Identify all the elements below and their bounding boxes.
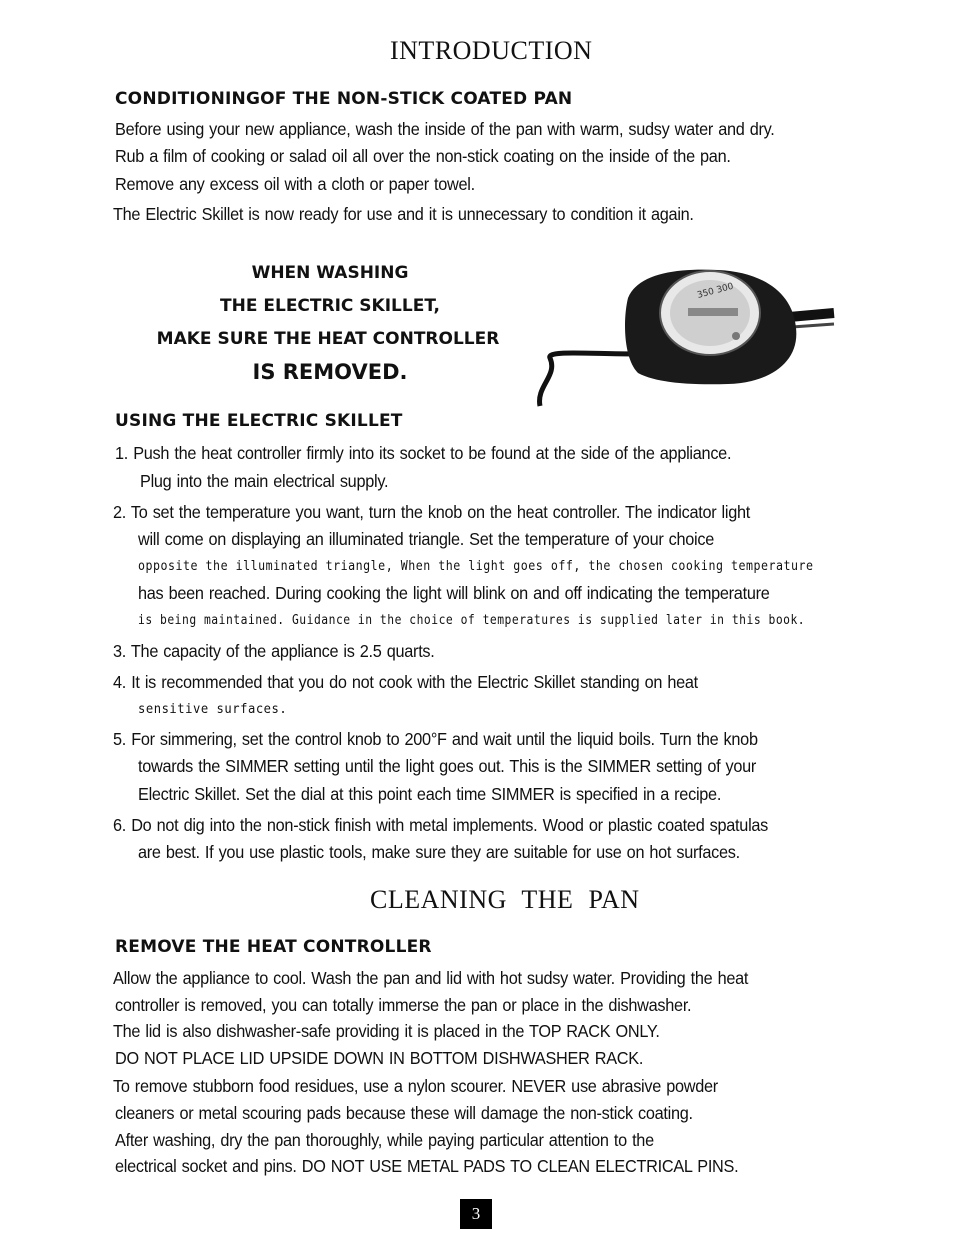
- conditioning-line-1: Before using your new appliance, wash the inside of the pan with warm, sudsy water and dry.: [115, 119, 775, 139]
- notice-line-4: IS REMOVED.: [252, 360, 408, 384]
- page-number: 3: [460, 1199, 492, 1229]
- using-line-1: 1. Push the heat controller firmly into its socket to be found at the side of the appliance.: [115, 443, 732, 463]
- cleaning-line-2: controller is removed, you can totally immerse the pan or place in the dishwasher.: [115, 995, 692, 1015]
- using-line-14: 6. Do not dig into the non-stick finish with metal implements. Wood or plastic coated spatulas: [113, 815, 769, 835]
- using-line-5: opposite the illuminated triangle, When the light goes off, the chosen cooking temperature: [138, 558, 814, 574]
- notice-line-3: MAKE SURE THE HEAT CONTROLLER: [156, 329, 500, 349]
- cleaning-title: CLEANING THE PAN: [370, 885, 640, 914]
- using-line-15: are best. If you use plastic tools, make sure they are suitable for use on hot surfaces.: [138, 842, 740, 862]
- cleaning-line-4: DO NOT PLACE LID UPSIDE DOWN IN BOTTOM DISHWASHER RACK.: [115, 1048, 644, 1068]
- cleaning-line-7: After washing, dry the pan thoroughly, while paying particular attention to the: [115, 1130, 654, 1150]
- cleaning-line-1: Allow the appliance to cool. Wash the pan and lid with hot sudsy water. Providing the heat: [113, 968, 749, 988]
- using-line-7: is being maintained. Guidance in the choice of temperatures is supplied later in this book.: [138, 612, 806, 628]
- using-line-4: will come on displaying an illuminated triangle. Set the temperature of your choice: [138, 529, 715, 549]
- using-line-8: 3. The capacity of the appliance is 2.5 quarts.: [113, 641, 435, 661]
- using-line-3: 2. To set the temperature you want, turn the knob on the heat controller. The indicator light: [113, 502, 751, 522]
- intro-title: INTRODUCTION: [390, 36, 593, 65]
- using-line-10: sensitive surfaces.: [138, 701, 288, 717]
- cleaning-line-5: To remove stubborn food residues, use a nylon scourer. NEVER use abrasive powder: [113, 1076, 718, 1096]
- conditioning-line-2: Rub a film of cooking or salad oil all over the non-stick coating on the inside of the pan.: [115, 146, 731, 166]
- notice-line-2: THE ELECTRIC SKILLET,: [220, 296, 440, 316]
- using-line-6: has been reached. During cooking the light will blink on and off indicating the temperature: [138, 583, 770, 603]
- notice-line-1: WHEN WASHING: [251, 263, 409, 283]
- using-line-2: Plug into the main electrical supply.: [140, 471, 389, 491]
- cleaning-line-6: cleaners or metal scouring pads because these will damage the non-stick coating.: [115, 1103, 693, 1123]
- using-line-11: 5. For simmering, set the control knob to 200°F and wait until the liquid boils. Turn the knob: [113, 729, 758, 749]
- cleaning-line-8: electrical socket and pins. DO NOT USE METAL PADS TO CLEAN ELECTRICAL PINS.: [115, 1156, 739, 1176]
- svg-text:350 300: 350 300: [696, 281, 735, 301]
- using-line-12: towards the SIMMER setting until the light goes out. This is the SIMMER setting of your: [138, 756, 757, 776]
- conditioning-line-3: Remove any excess oil with a cloth or paper towel.: [115, 174, 475, 194]
- cleaning-line-3: The lid is also dishwasher-safe providing it is placed in the TOP RACK ONLY.: [113, 1021, 660, 1041]
- conditioning-heading: CONDITIONINGOF THE NON-STICK COATED PAN: [115, 89, 573, 109]
- heat-controller-photo-icon: [528, 258, 838, 410]
- remove-heading: REMOVE THE HEAT CONTROLLER: [115, 937, 432, 957]
- using-line-13: Electric Skillet. Set the dial at this point each time SIMMER is specified in a recipe.: [138, 784, 722, 804]
- conditioning-line-4: The Electric Skillet is now ready for use and it is unnecessary to condition it again.: [113, 204, 694, 224]
- using-heading: USING THE ELECTRIC SKILLET: [115, 411, 403, 431]
- using-line-9: 4. It is recommended that you do not cook with the Electric Skillet standing on heat: [113, 672, 698, 692]
